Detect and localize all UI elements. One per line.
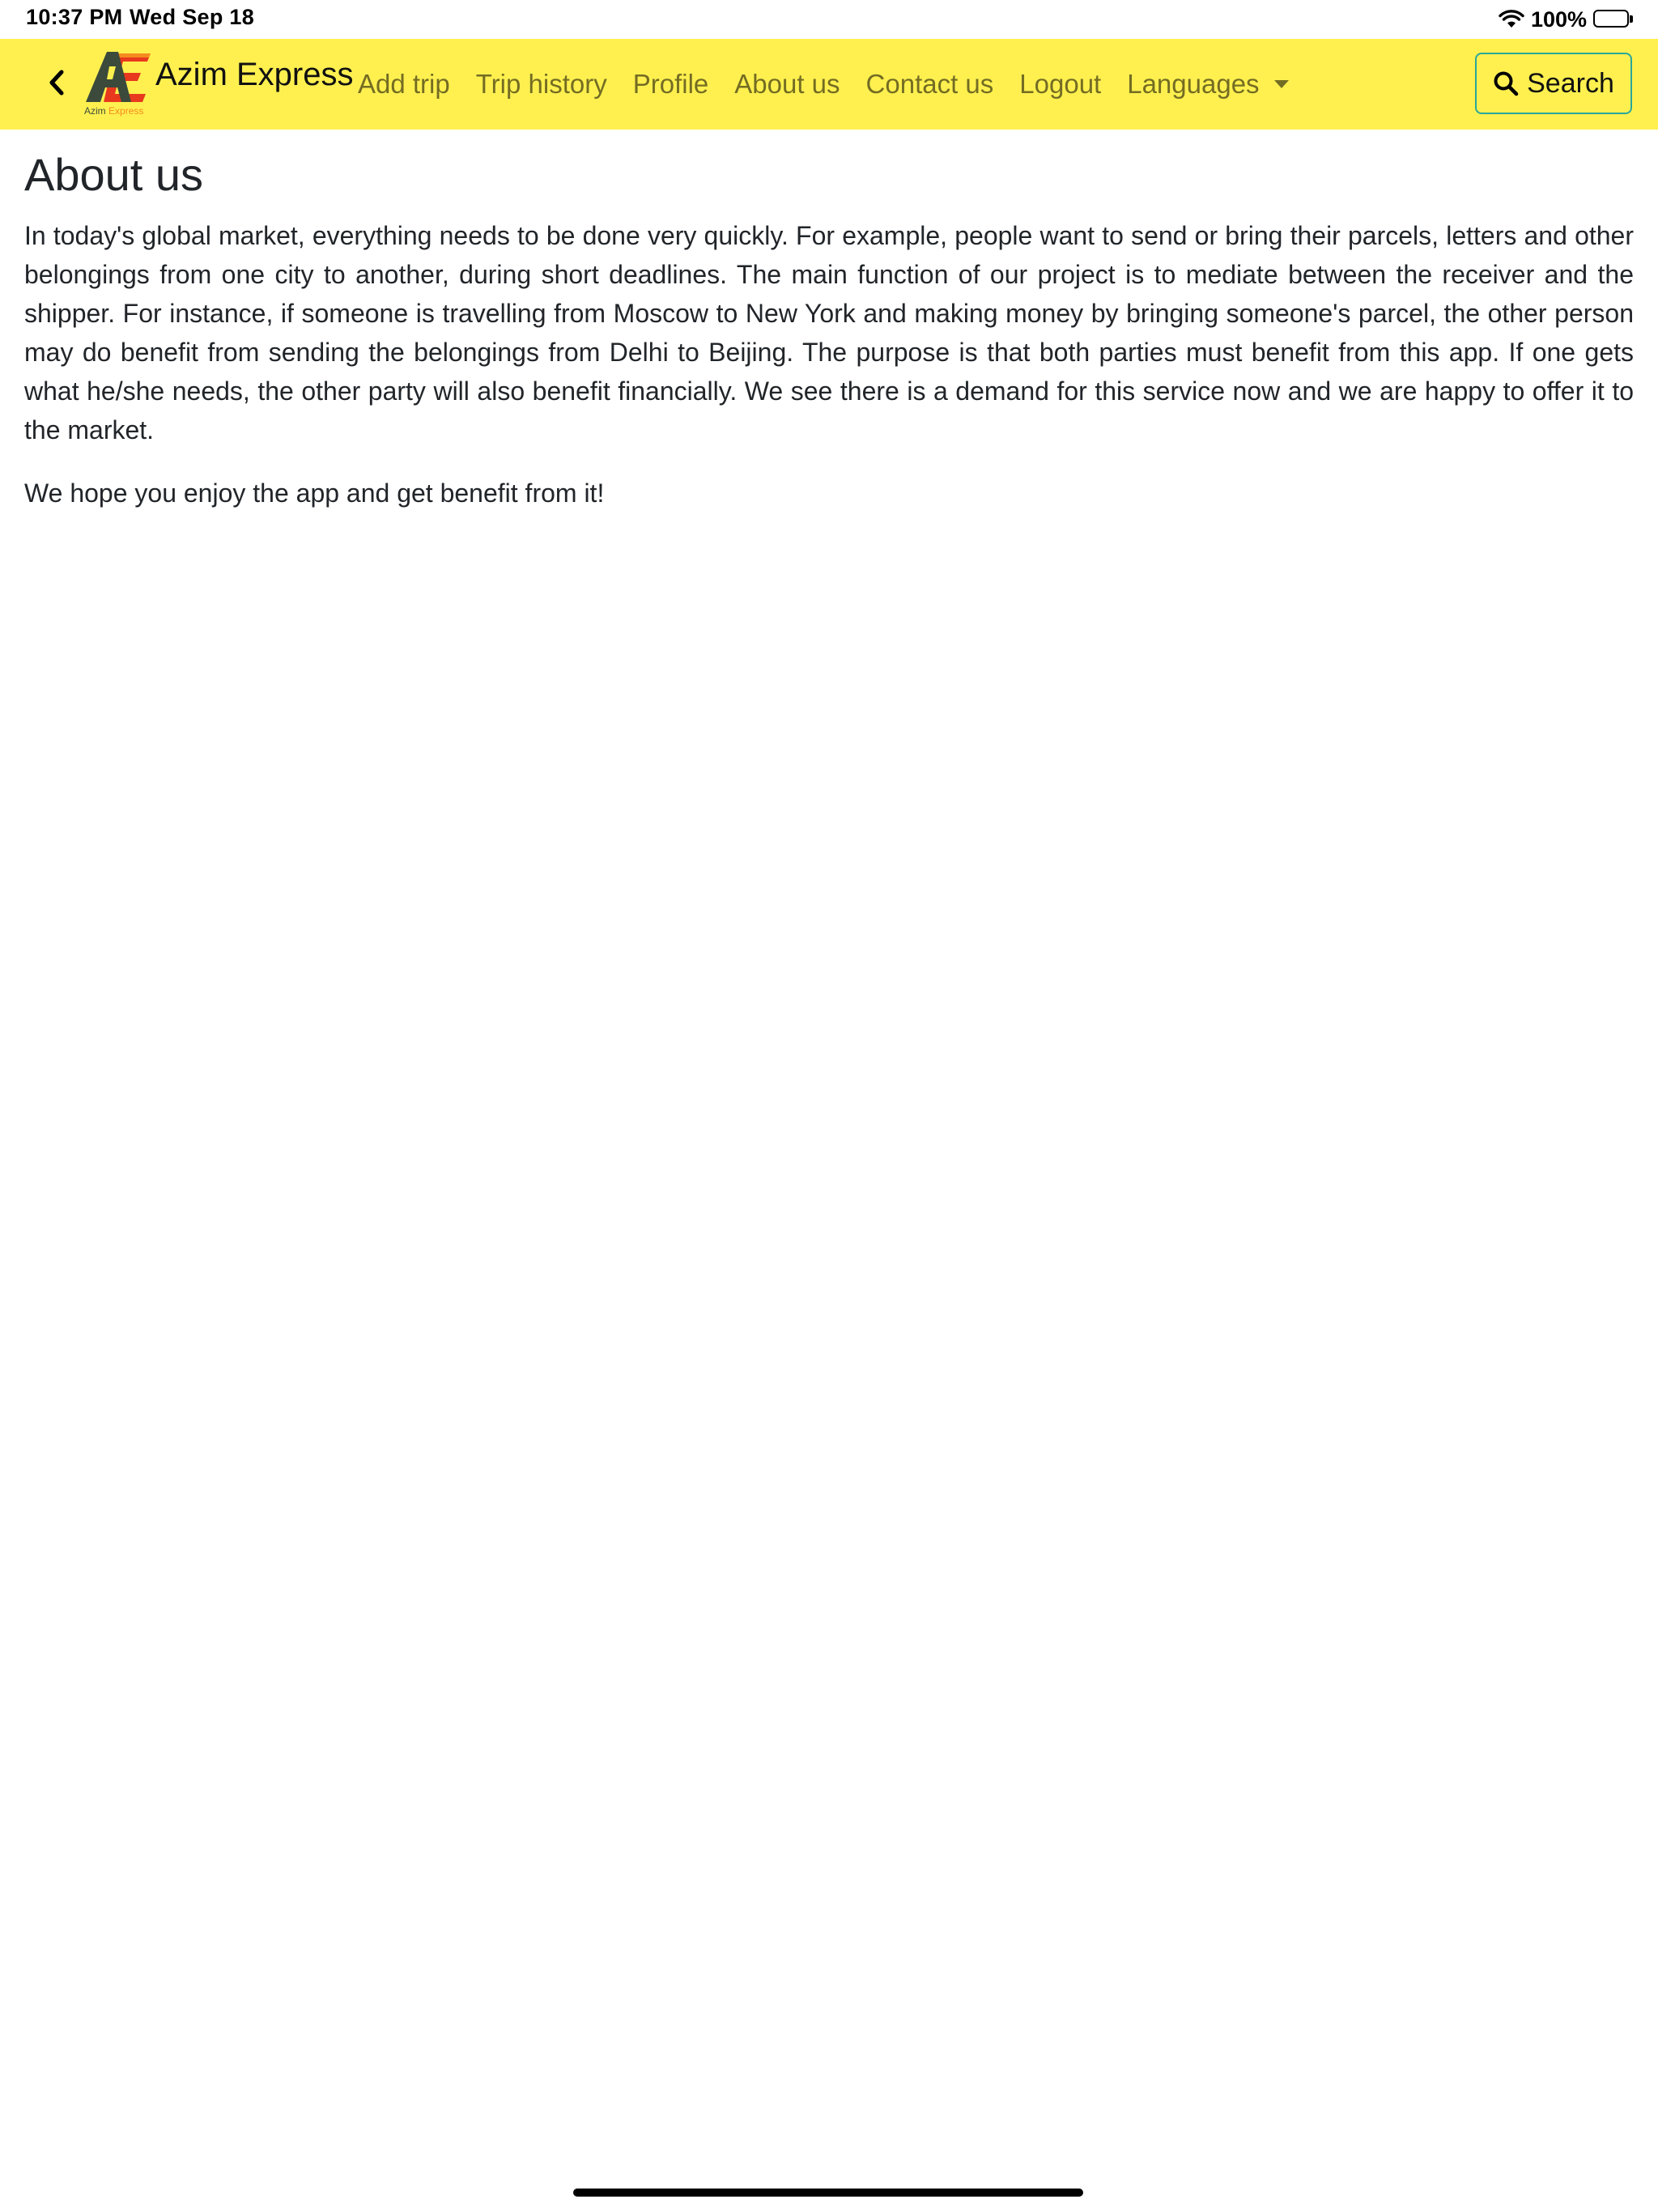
status-date: Wed Sep 18 <box>130 5 255 29</box>
wifi-icon <box>1499 10 1524 29</box>
nav-link-add-trip[interactable]: Add trip <box>358 69 450 99</box>
languages-dropdown[interactable] <box>1127 69 1288 100</box>
main-content <box>24 146 1634 537</box>
status-bar <box>0 0 1658 39</box>
battery-percentage: 100% <box>1530 6 1587 32</box>
search-label: Search <box>1527 67 1614 99</box>
battery-icon <box>1593 10 1634 29</box>
nav-link-contact-us[interactable]: Contact us <box>865 69 994 99</box>
search-button[interactable] <box>1475 53 1632 114</box>
about-paragraph: In today's global market, everything needs to be done very quickly. For example, people want to send or bring their parcels, letters and other belongings from one city to another, during short deadlines. The main function of our project is to mediate between the receiver and the shipper. For instance, if someone is travelling from Moscow to New York and making money by bringing someone's parcel, the other person may do benefit from sending the belongings from Delhi to Beijing. The purpose is that both parties must benefit from this app. If one gets what he/she needs, the other party will also benefit financially. We see there is a demand for this service now and we are happy to offer it to the market. <box>24 220 1634 445</box>
chevron-left-icon <box>48 69 66 100</box>
status-indicators <box>1499 5 1634 34</box>
logo-monogram <box>83 50 152 105</box>
closing-paragraph: We hope you enjoy the app and get benefit from it! <box>24 478 605 508</box>
search-icon <box>1493 70 1519 96</box>
status-time: 10:37 PM <box>26 5 123 29</box>
nav-link-about-us[interactable]: About us <box>734 69 840 99</box>
logo-subtitle: Azim Express <box>84 105 144 117</box>
languages-label: Languages <box>1127 69 1260 99</box>
nav-link-profile[interactable]: Profile <box>632 69 709 99</box>
nav-link-trip-history[interactable]: Trip history <box>475 69 607 99</box>
brand-name[interactable]: Azim Express <box>155 57 354 92</box>
brand-logo[interactable] <box>83 50 152 118</box>
caret-down-icon <box>1274 80 1289 88</box>
navbar <box>0 39 1658 130</box>
page-title: About us <box>24 149 204 200</box>
nav-links <box>358 65 1289 104</box>
home-indicator[interactable] <box>573 2189 1083 2197</box>
back-button[interactable] <box>40 66 73 102</box>
nav-link-logout[interactable]: Logout <box>1019 69 1102 99</box>
